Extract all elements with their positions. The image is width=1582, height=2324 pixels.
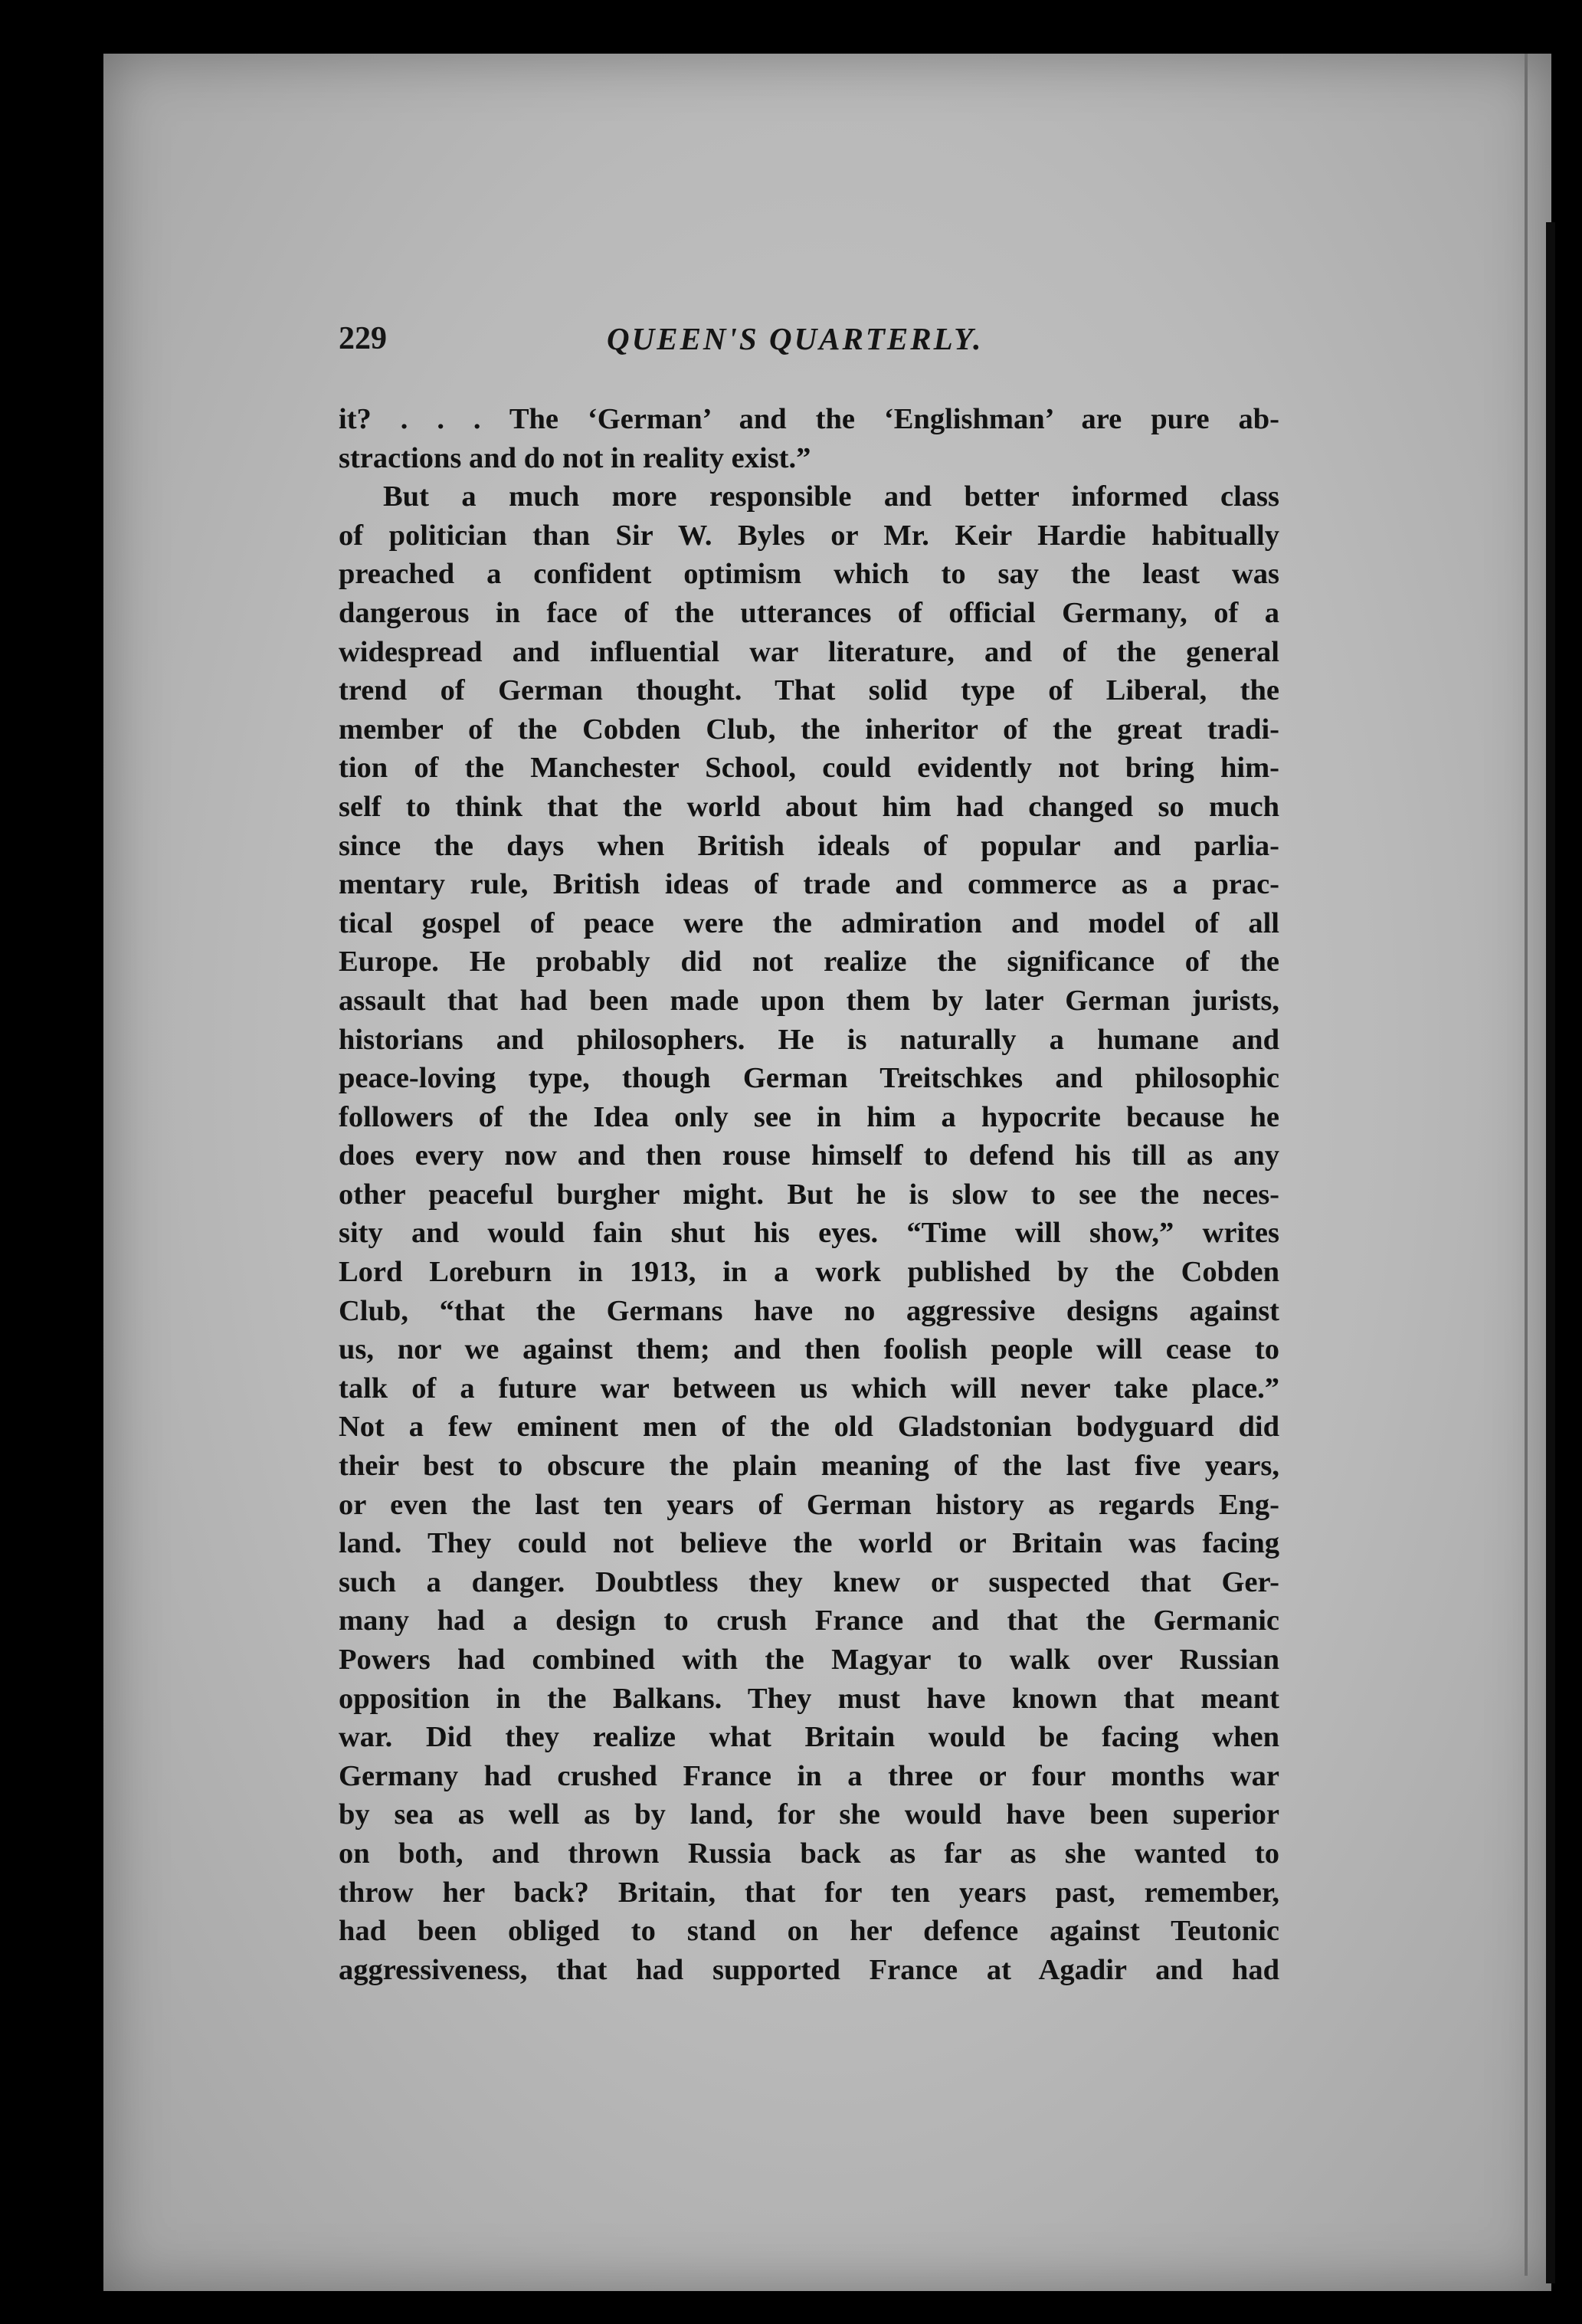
text-line: war. Did they realize what Britain would be facing when bbox=[339, 1721, 1279, 1754]
text-line: dangerous in face of the utterances of official Germany, of a bbox=[339, 596, 1279, 629]
text-line: mentary rule, British ideas of trade and commerce as a prac- bbox=[339, 868, 1279, 901]
text-line: or even the last ten years of German history as regards Eng- bbox=[339, 1488, 1279, 1521]
text-line: such a danger. Doubtless they knew or suspected that Ger- bbox=[339, 1565, 1279, 1598]
text-line: of politician than Sir W. Byles or Mr. Keir Hardie habitually bbox=[339, 519, 1279, 552]
text-line: throw her back? Britain, that for ten years past, remember, bbox=[339, 1876, 1279, 1909]
text-line: But a much more responsible and better informed class bbox=[383, 480, 1279, 513]
text-line: trend of German thought. That solid type of Liberal, the bbox=[339, 674, 1279, 707]
text-line: aggressiveness, that had supported France at Agadir and had bbox=[339, 1953, 1279, 1986]
text-line: since the days when British ideals of popular and parlia- bbox=[339, 829, 1279, 862]
text-line: had been obliged to stand on her defence against Teutonic bbox=[339, 1915, 1279, 1948]
text-line: us, nor we against them; and then foolish people will cease to bbox=[339, 1333, 1279, 1366]
text-line: Europe. He probably did not realize the significance of the bbox=[339, 946, 1279, 978]
text-line: tion of the Manchester School, could evidently not bring him- bbox=[339, 752, 1279, 785]
text-line: tical gospel of peace were the admiration and model of all bbox=[339, 906, 1279, 939]
text-line: assault that had been made upon them by later German jurists, bbox=[339, 984, 1279, 1017]
text-line: their best to obscure the plain meaning of the last five years, bbox=[339, 1450, 1279, 1483]
text-line: member of the Cobden Club, the inheritor of the great tradi- bbox=[339, 713, 1279, 746]
text-line: Lord Loreburn in 1913, in a work published by the Cobden bbox=[339, 1256, 1279, 1289]
text-line: widespread and influential war literature, and of the general bbox=[339, 635, 1279, 668]
text-line: self to think that the world about him had changed so much bbox=[339, 790, 1279, 823]
text-line: does every now and then rouse himself to defend his till as any bbox=[339, 1139, 1279, 1172]
text-line: on both, and thrown Russia back as far as she wanted to bbox=[339, 1837, 1279, 1870]
binding-shadow bbox=[1546, 222, 1555, 2283]
journal-title: QUEEN'S QUARTERLY. bbox=[607, 321, 984, 356]
text-line: it? . . . The ‘German’ and the ‘Englishman’ are pure ab- bbox=[339, 403, 1279, 435]
text-line: Club, “that the Germans have no aggressive designs against bbox=[339, 1294, 1279, 1327]
text-line: Not a few eminent men of the old Gladstonian bodyguard did bbox=[339, 1411, 1279, 1444]
text-line: preached a confident optimism which to say the least was bbox=[339, 558, 1279, 591]
text-line: peace-loving type, though German Treitschkes and philosophic bbox=[339, 1062, 1279, 1095]
text-line: opposition in the Balkans. They must have known that meant bbox=[339, 1682, 1279, 1715]
page-edge bbox=[1525, 54, 1528, 2276]
text-line: followers of the Idea only see in him a hypocrite because he bbox=[339, 1100, 1279, 1133]
text-line: other peaceful burgher might. But he is slow to see the neces- bbox=[339, 1178, 1279, 1211]
text-line: sity and would fain shut his eyes. “Time will show,” writes bbox=[339, 1217, 1279, 1250]
text-line: historians and philosophers. He is naturally a humane and bbox=[339, 1023, 1279, 1056]
text-line: by sea as well as by land, for she would have been superior bbox=[339, 1798, 1279, 1831]
text-line: land. They could not believe the world or Britain was facing bbox=[339, 1527, 1279, 1560]
page-number: 229 bbox=[339, 321, 387, 356]
running-header bbox=[339, 320, 1281, 374]
text-line: many had a design to crush France and that the Germanic bbox=[339, 1605, 1279, 1637]
body-text bbox=[339, 400, 1279, 1989]
text-line: Germany had crushed France in a three or four months war bbox=[339, 1759, 1279, 1792]
text-line: stractions and do not in reality exist.” bbox=[339, 441, 811, 474]
text-line: talk of a future war between us which will never take place.” bbox=[339, 1372, 1279, 1405]
text-line: Powers had combined with the Magyar to walk over Russian bbox=[339, 1644, 1279, 1676]
